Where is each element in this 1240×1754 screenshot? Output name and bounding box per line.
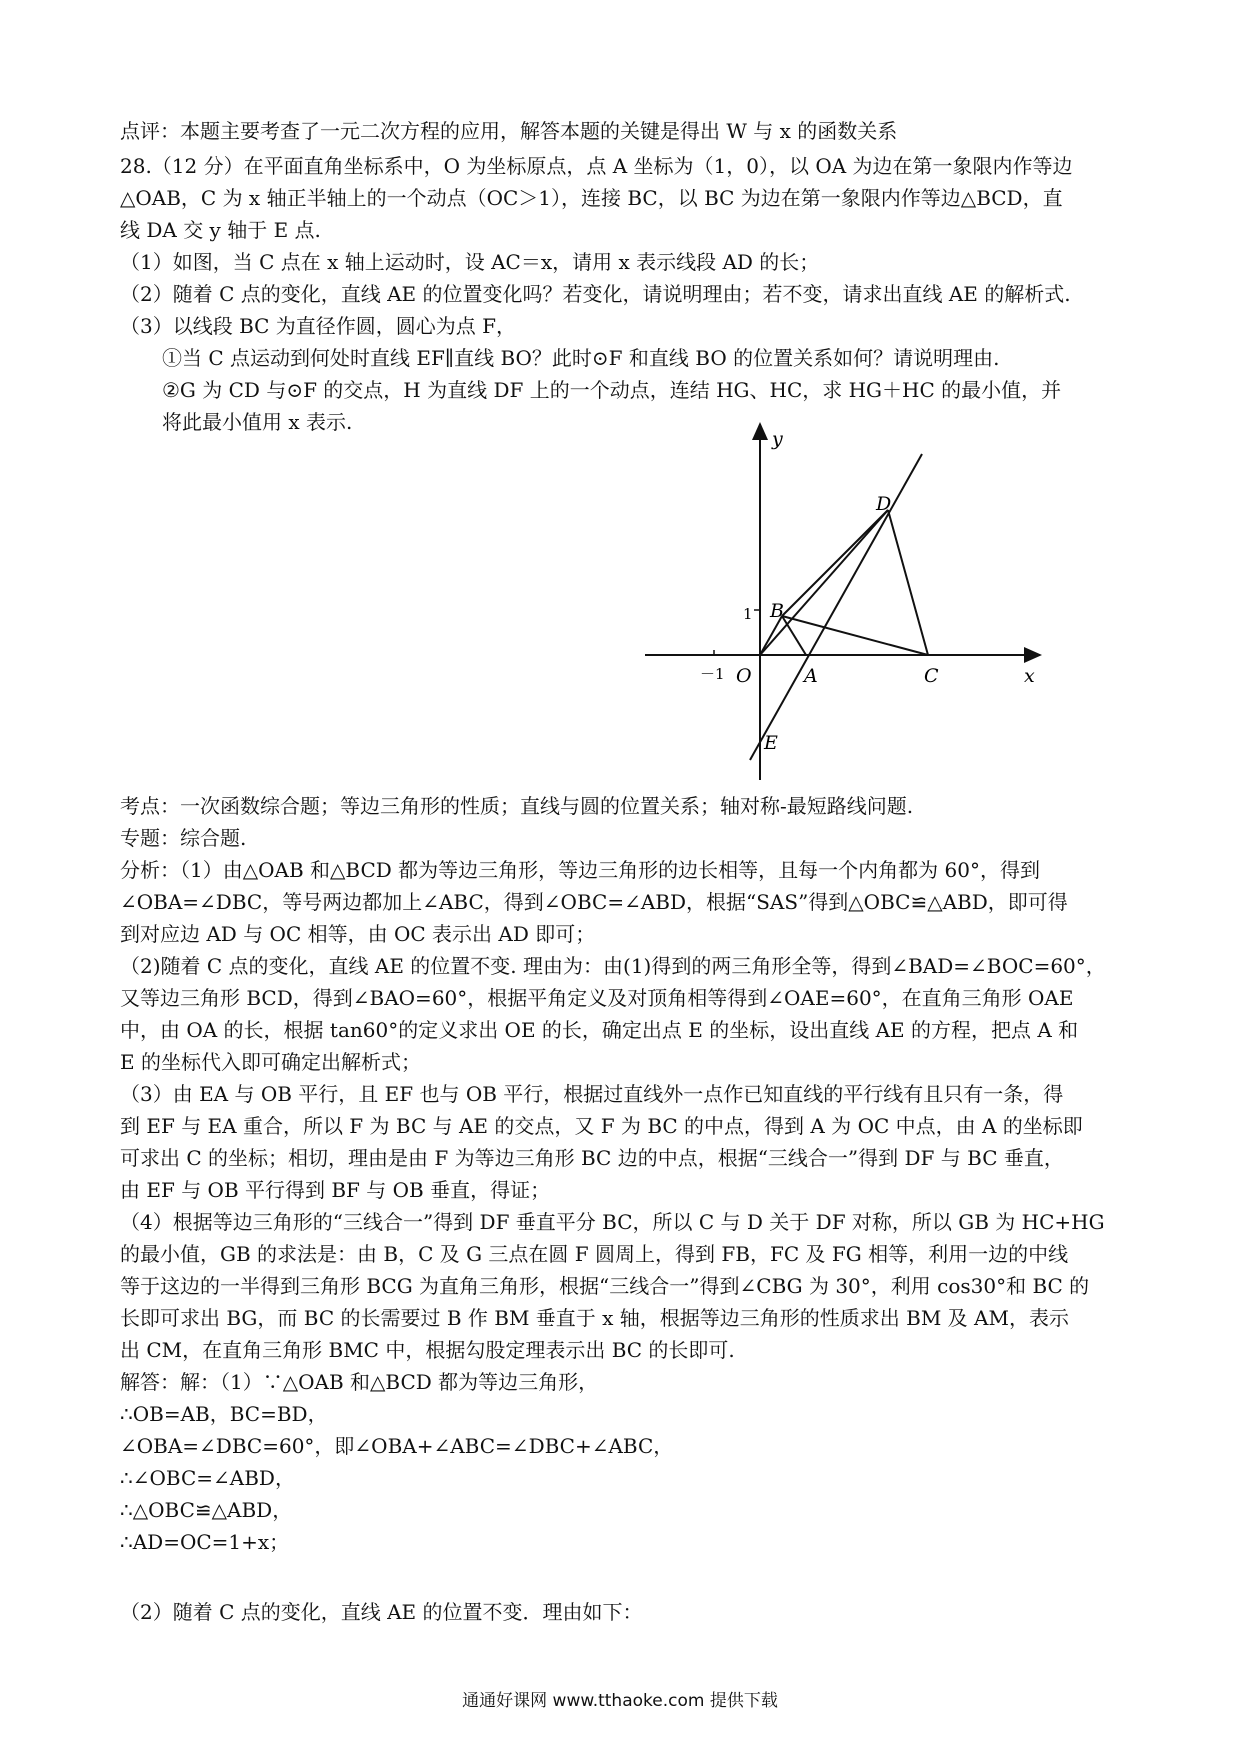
label-y: y bbox=[772, 428, 783, 450]
analysis-line: 中，由 OA 的长，根据 tan60°的定义求出 OE 的长，确定出点 E 的坐标，设出直线 AE 的方程，把点 A 和 bbox=[120, 1018, 1079, 1042]
segment-bd bbox=[782, 510, 888, 616]
question-part-3b-cont: 将此最小值用 x 表示. bbox=[162, 410, 353, 434]
analysis-line: （4）根据等边三角形的“三线合一”得到 DF 垂直平分 BC，所以 C 与 D 关于 DF 对称，所以 GB 为 HC+HG bbox=[120, 1210, 1105, 1234]
analysis-line: 又等边三角形 BCD，得到∠BAO=60°，根据平角定义及对顶角相等得到∠OAE=60°，在直角三角形 OAE bbox=[120, 986, 1074, 1010]
segment-bc bbox=[782, 616, 928, 655]
label-d: D bbox=[876, 493, 892, 515]
comment-line: 点评：本题主要考查了一元二次方程的应用，解答本题的关键是得出 W 与 x 的函数关系 bbox=[120, 119, 898, 143]
question-part-2: （2）随着 C 点的变化，直线 AE 的位置变化吗？若变化，请说明理由；若不变，请求出直线 AE 的解析式. bbox=[120, 282, 1071, 306]
analysis-line: 到对应边 AD 与 OC 相等，由 OC 表示出 AD 即可； bbox=[120, 922, 596, 946]
tick-label-neg1: －1 bbox=[700, 665, 725, 683]
question-line: 28.（12 分）在平面直角坐标系中，O 为坐标原点，点 A 坐标为（1，0），以 OA 为边在第一象限内作等边 bbox=[120, 154, 1073, 178]
solution-line: ∴OB=AB，BC=BD， bbox=[120, 1402, 328, 1426]
analysis-line: 等于这边的一半得到三角形 BCG 为直角三角形，根据“三线合一”得到∠CBG 为 30°，利用 cos30°和 BC 的 bbox=[120, 1274, 1090, 1298]
label-c: C bbox=[924, 665, 939, 687]
analysis-line: 长即可求出 BG，而 BC 的长需要过 B 作 BM 垂直于 x 轴，根据等边三角形的性质求出 BM 及 AM，表示 bbox=[120, 1306, 1069, 1330]
label-a: A bbox=[804, 665, 818, 687]
question-part-3b: ②G 为 CD 与⊙F 的交点，H 为直线 DF 上的一个动点，连结 HG、HC，求 HG＋HC 的最小值，并 bbox=[162, 378, 1062, 402]
label-x: x bbox=[1024, 665, 1035, 687]
segment-od bbox=[760, 510, 888, 655]
coordinate-figure bbox=[640, 416, 1060, 788]
label-b: B bbox=[770, 600, 784, 622]
analysis-line: 的最小值，GB 的求法是：由 B，C 及 G 三点在圆 F 圆周上，得到 FB，FC 及 FG 相等，利用一边的中线 bbox=[120, 1242, 1069, 1266]
solution-line: 解答：解：（1）∵△OAB 和△BCD 都为等边三角形， bbox=[120, 1370, 599, 1394]
analysis-line: 由 EF 与 OB 平行得到 BF 与 OB 垂直，得证； bbox=[120, 1178, 551, 1202]
question-line: △OAB，C 为 x 轴正半轴上的一个动点（OC＞1），连接 BC，以 BC 为边在第一象限内作等边△BCD，直 bbox=[120, 186, 1063, 210]
solution-line: ∴∠OBC=∠ABD， bbox=[120, 1466, 295, 1490]
solution-line: ∴AD=OC=1+x； bbox=[120, 1530, 290, 1554]
question-part-3: （3）以线段 BC 为直径作圆，圆心为点 F， bbox=[120, 314, 517, 338]
analysis-line: 可求出 C 的坐标；相切，理由是由 F 为等边三角形 BC 边的中点，根据“三线合一”得到 DF 与 BC 垂直， bbox=[120, 1146, 1064, 1170]
zhuanti-line: 专题：综合题. bbox=[120, 826, 247, 850]
kaodian-line: 考点：一次函数综合题；等边三角形的性质；直线与圆的位置关系；轴对称-最短路线问题. bbox=[120, 794, 914, 818]
analysis-line: 出 CM，在直角三角形 BMC 中，根据勾股定理表示出 BC 的长即可. bbox=[120, 1338, 735, 1362]
analysis-line: （3）由 EA 与 OB 平行，且 EF 也与 OB 平行，根据过直线外一点作已知直线的平行线有且只有一条，得 bbox=[120, 1082, 1064, 1106]
solution-line: ∴△OBC≌△ABD， bbox=[120, 1498, 293, 1522]
analysis-line: ∠OBA=∠DBC，等号两边都加上∠ABC，得到∠OBC=∠ABD，根据“SAS”得到△OBC≌△ABD，即可得 bbox=[120, 890, 1068, 914]
segment-dc bbox=[888, 510, 928, 655]
question-line: 线 DA 交 y 轴于 E 点. bbox=[120, 218, 321, 242]
question-part-1: （1）如图，当 C 点在 x 轴上运动时，设 AC＝x，请用 x 表示线段 AD 的长； bbox=[120, 250, 820, 274]
analysis-line: （2)随着 C 点的变化，直线 AE 的位置不变. 理由为：由(1)得到的两三角形全等，得到∠BAD=∠BOC=60°， bbox=[120, 954, 1106, 978]
solution-line: ∠OBA=∠DBC=60°，即∠OBA+∠ABC=∠DBC+∠ABC， bbox=[120, 1434, 674, 1458]
label-e: E bbox=[764, 732, 778, 754]
analysis-line: E 的坐标代入即可确定出解析式； bbox=[120, 1050, 421, 1074]
tick-label-1: 1 bbox=[743, 605, 753, 623]
analysis-line: 分析：（1）由△OAB 和△BCD 都为等边三角形，等边三角形的边长相等，且每一个内角都为 60°，得到 bbox=[120, 858, 1040, 882]
footer-source: 通通好课网 www.tthaoke.com 提供下载 bbox=[462, 1691, 778, 1711]
question-part-3a: ①当 C 点运动到何处时直线 EF∥直线 BO？此时⊙F 和直线 BO 的位置关系如何？请说明理由. bbox=[162, 346, 1000, 370]
solution-line: （2）随着 C 点的变化，直线 AE 的位置不变．理由如下： bbox=[120, 1600, 643, 1624]
analysis-line: 到 EF 与 EA 重合，所以 F 为 BC 与 AE 的交点，又 F 为 BC 的中点，得到 A 为 OC 中点，由 A 的坐标即 bbox=[120, 1114, 1083, 1138]
label-o: O bbox=[736, 665, 752, 687]
